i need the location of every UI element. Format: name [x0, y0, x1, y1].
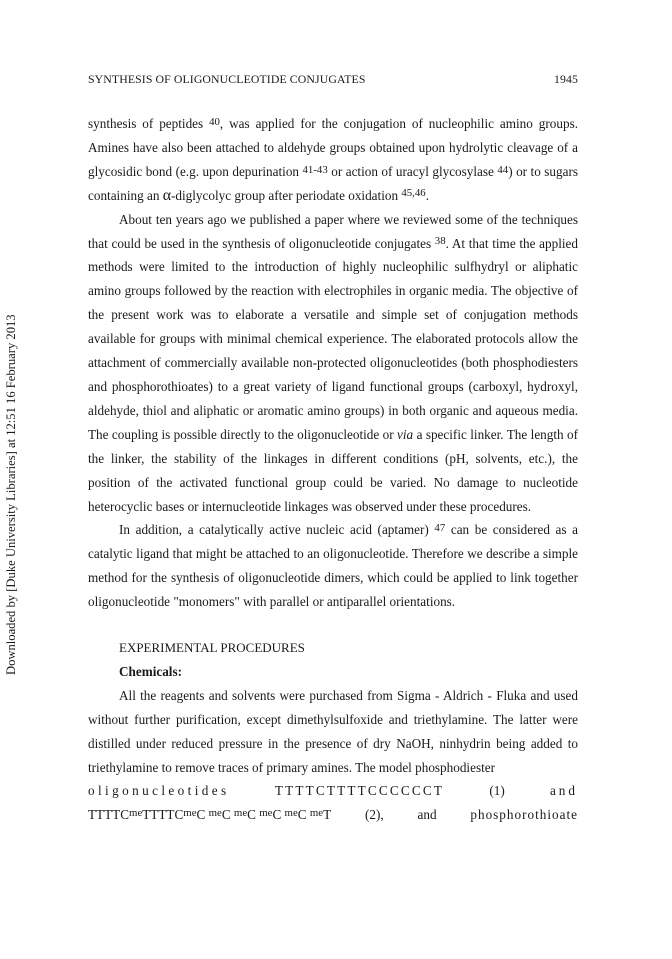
sequence-1: TTTTCTTTTCCCCCCT: [274, 783, 445, 799]
text-run: . At that time the applied methods were limited to the introduction of highly nucleophilic sulfhydryl or aliphatic amino groups followed by the reaction with electrophiles in organic media. The objective of the present work was to elaborate a versatile and simple set of conjugation methods available for groups with minimal chemical experience. The elaborated protocols allow the attachment of commercially available non-protected oligonucleotides (both phosphodiesters and phosphorothioates) to a great variety of ligand functional groups (carboxyl, hydroxyl, aldehyde, thiol and aliphatic or aromatic amino groups) in both organic and aqueous media. The coupling is possible directly to the oligonucleotide or: [88, 235, 578, 442]
text-run: ) or to sugars containing an: [88, 163, 578, 203]
seq-part: T: [323, 807, 332, 823]
text-run: .: [425, 187, 429, 203]
text-run: About ten years ago we published a paper where we reviewed some of the techniques that could be used in the synthesis of oligonucleotide conjugates: [88, 211, 578, 251]
word-oligonucleotides: oligonucleotides: [88, 783, 230, 799]
running-title: SYNTHESIS OF OLIGONUCLEOTIDE CONJUGATES: [88, 72, 366, 86]
methyl-mark: me: [309, 807, 324, 820]
text-run: , was applied for the conjugation of nucleophilic amino groups. Amines have also been attached to aldehyde groups obtained upon hydrolytic cleavage of a glycosidic bond (e.g. upon depurination: [88, 116, 578, 179]
seq-part: C: [272, 807, 282, 823]
citation-ref: 45,46: [401, 187, 426, 200]
sequence-line-1: [88, 779, 578, 803]
compound-label-2: (2),: [364, 807, 384, 823]
methyl-mark: me: [183, 807, 197, 820]
seq-part: TTTTC: [142, 807, 184, 823]
section-heading: EXPERIMENTAL PROCEDURES: [119, 640, 305, 656]
article-body: [88, 112, 578, 827]
section-gap: [88, 614, 578, 636]
italic-via: via: [397, 426, 414, 442]
word-and: and: [417, 807, 437, 823]
download-watermark: Downloaded by [Duke University Libraries] at 12:51 16 February 2013: [4, 314, 18, 675]
text-run: a specific linker. The length of the linker, the stability of the linkages in different conditions (pH, solvents, etc.), the position of the activated functional group could be varied. No damage to nucleotide heterocyclic bases or internucleotide linkages was observed under these procedures.: [88, 426, 579, 514]
sequence-2: [88, 803, 331, 827]
methyl-mark: me: [233, 807, 248, 820]
text-run: can be considered as a catalytic ligand that might be attached to an oligonucleotide. Therefore we describe a simple method for the synthesis of oligonucleotide dimers, which could be applied to link together oligonucleotide "monomers" with parallel or antiparallel orientations.: [88, 522, 578, 610]
seq-part: C: [196, 807, 206, 823]
seq-part: C: [297, 807, 307, 823]
compound-label-1: (1): [489, 783, 505, 799]
word-phosphorothioate: phosphorothioate: [470, 807, 578, 823]
text-run: synthesis of peptides: [88, 116, 210, 131]
page-number: 1945: [554, 72, 578, 86]
paragraph-1: [88, 112, 578, 208]
methyl-mark: me: [208, 807, 222, 820]
paragraph-2: [88, 208, 578, 519]
seq-part: C: [247, 807, 256, 823]
methyl-mark: me: [259, 807, 273, 820]
citation-ref: 41-43: [302, 163, 328, 176]
citation-ref: 38: [434, 235, 446, 248]
seq-part: C: [221, 807, 231, 823]
running-header: [88, 72, 578, 87]
text-run: In addition, a catalytically active nucleic acid (aptamer): [119, 522, 435, 538]
word-and: and: [549, 783, 578, 799]
seq-part: TTTTC: [88, 807, 130, 823]
citation-ref: 40: [209, 115, 220, 128]
alpha-symbol: α: [162, 186, 172, 204]
citation-ref: 47: [434, 522, 446, 535]
text-run: -diglycolyc group after periodate oxidation: [171, 187, 402, 203]
paragraph-3: [88, 518, 578, 614]
text-run: or action of uracyl glycosylase: [327, 163, 498, 179]
sequence-line-2: [88, 803, 578, 827]
methyl-mark: me: [129, 807, 143, 820]
methyl-mark: me: [284, 807, 298, 820]
citation-ref: 44: [497, 163, 509, 176]
paragraph-4: All the reagents and solvents were purchased from Sigma - Aldrich - Fluka and used without further purification, except dimethylsulfoxide and triethylamine. The latter were distilled under reduced pressure in the presence of dry NaOH, ninhydrin being added to triethylamine to remove traces of primary amines. The model phosphodiester: [88, 687, 578, 775]
subheading: Chemicals:: [119, 663, 182, 679]
